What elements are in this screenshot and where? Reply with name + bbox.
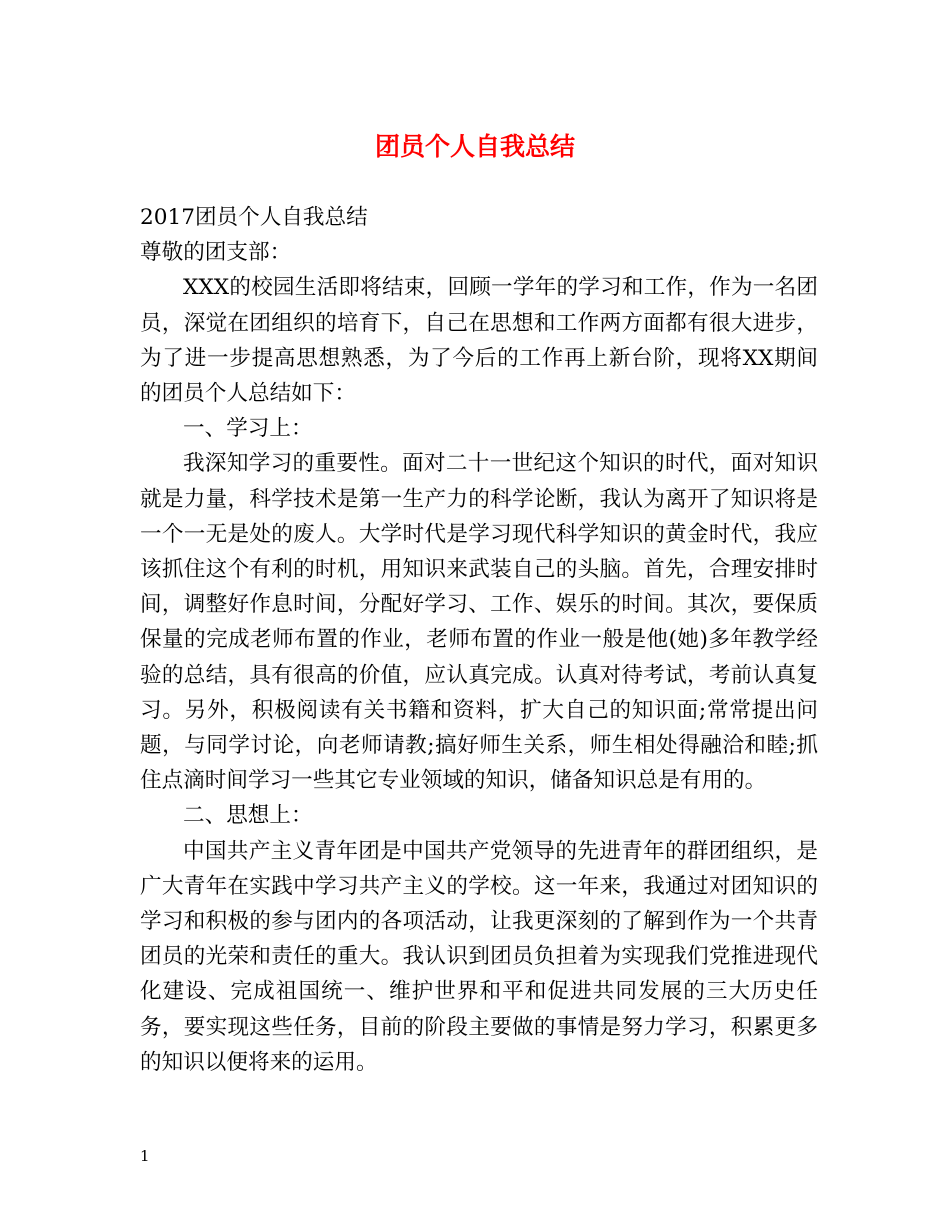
section-heading-thought: 二、思想上： [183, 803, 313, 829]
document-title: 团员个人自我总结 [374, 132, 575, 161]
document-body [140, 200, 818, 1080]
document-subtitle: 2017团员个人自我总结 [140, 205, 368, 230]
thought-paragraph: 中国共产主义青年团是中国共产党领导的先进青年的群团组织，是广大青年在实践中学习共产主义的学校。这一年来，我通过对团知识的学习和积极的参与团内的各项活动，让我更深刻的了解到作为一个共青团员的光荣和责任的重大。我认识到团员负担着为实现我们党推进现代化建设、完成祖国统一、维护世界和平和促进共同发展的三大历史任务，要实现这些任务，目前的阶段主要做的事情是努力学习，积累更多的知识以便将来的运用。 [140, 838, 818, 1075]
salutation: 尊敬的团支部： [140, 240, 292, 266]
section-heading-study: 一、学习上： [183, 416, 313, 442]
study-paragraph: 我深知学习的重要性。面对二十一世纪这个知识的时代，面对知识就是力量，科学技术是第一生产力的科学论断，我认为离开了知识将是一个一无是处的废人。大学时代是学习现代科学知识的黄金时代，我应该抓住这个有利的时机，用知识来武装自己的头脑。首先，合理安排时间，调整好作息时间，分配好学习、工作、娱乐的时间。其次，要保质保量的完成老师布置的作业，老师布置的作业一般是他(她)多年教学经验的总结，具有很高的价值，应认真完成。认真对待考试，考前认真复习。另外，积极阅读有关书籍和资料，扩大自己的知识面;常常提出问题，与同学讨论，向老师请教;搞好师生关系，师生相处得融洽和睦;抓住点滴时间学习一些其它专业领域的知识，储备知识总是有用的。 [140, 451, 818, 794]
intro-paragraph: XXX的校园生活即将结束，回顾一学年的学习和工作，作为一名团员，深觉在团组织的培育下，自己在思想和工作两方面都有很大进步，为了进一步提高思想熟悉，为了今后的工作再上新台阶，现将XX期间的团员个人总结如下： [140, 275, 818, 407]
page-number: 1 [140, 1147, 150, 1165]
